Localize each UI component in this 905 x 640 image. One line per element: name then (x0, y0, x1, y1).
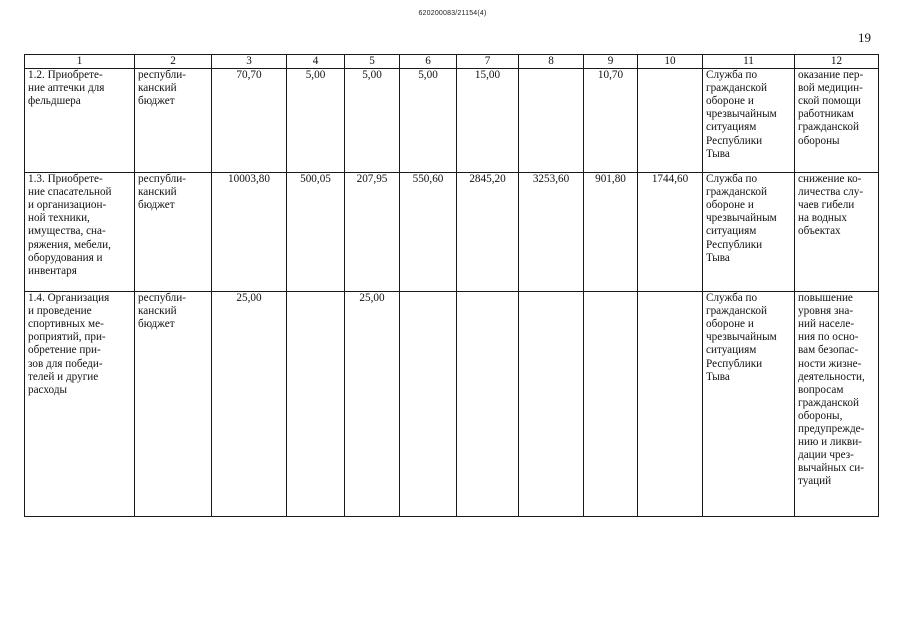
value-cell (287, 292, 345, 517)
value-cell (519, 69, 584, 173)
value-cell (457, 292, 519, 517)
value-cell: 207,95 (345, 173, 400, 292)
value-cell: 1744,60 (638, 173, 703, 292)
value-cell: 500,05 (287, 173, 345, 292)
value-cell: 2845,20 (457, 173, 519, 292)
value-cell (519, 292, 584, 517)
funding-source-cell: республи- канский бюджет (135, 292, 212, 517)
column-header: 5 (345, 55, 400, 69)
column-header: 2 (135, 55, 212, 69)
page-number: 19 (858, 30, 871, 45)
column-number-row (25, 55, 879, 69)
value-cell: 10,70 (584, 69, 638, 173)
program-table (24, 54, 879, 517)
expected-result-cell: повышение уровня зна- ний населе- ния по осно- вам безопас- ности жизне- деятельности, вопросам гражданской обороны, предупрежде- нию и ликви- дации чрез- вычайных си- туаций (795, 292, 879, 517)
value-cell: 25,00 (345, 292, 400, 517)
column-header: 11 (703, 55, 795, 69)
document-id: 620200083/21154(4) (418, 10, 487, 17)
column-header: 10 (638, 55, 703, 69)
column-header: 1 (25, 55, 135, 69)
measure-name-cell: 1.3. Приобрете- ние спасательной и организацион- ной техники, имущества, сна- ряжения, мебели, оборудования и инвентаря (25, 173, 135, 292)
column-header: 4 (287, 55, 345, 69)
column-header: 7 (457, 55, 519, 69)
funding-source-cell: республи- канский бюджет (135, 69, 212, 173)
value-cell: 5,00 (287, 69, 345, 173)
value-cell: 3253,60 (519, 173, 584, 292)
value-cell: 25,00 (212, 292, 287, 517)
value-cell: 550,60 (400, 173, 457, 292)
value-cell (400, 292, 457, 517)
value-cell (638, 69, 703, 173)
value-cell: 15,00 (457, 69, 519, 173)
column-header: 6 (400, 55, 457, 69)
value-cell: 10003,80 (212, 173, 287, 292)
expected-result-cell: снижение ко- личества слу- чаев гибели на водных объектах (795, 173, 879, 292)
column-header: 3 (212, 55, 287, 69)
column-header: 12 (795, 55, 879, 69)
measure-name-cell: 1.2. Приобрете- ние аптечки для фельдшера (25, 69, 135, 173)
column-header: 8 (519, 55, 584, 69)
table-row (25, 292, 879, 517)
table-row (25, 69, 879, 173)
value-cell: 5,00 (400, 69, 457, 173)
value-cell (584, 292, 638, 517)
table-row (25, 173, 879, 292)
executor-cell: Служба по гражданской обороне и чрезвычайным ситуациям Республики Тыва (703, 69, 795, 173)
executor-cell: Служба по гражданской обороне и чрезвычайным ситуациям Республики Тыва (703, 292, 795, 517)
value-cell: 5,00 (345, 69, 400, 173)
value-cell: 70,70 (212, 69, 287, 173)
value-cell: 901,80 (584, 173, 638, 292)
value-cell (638, 292, 703, 517)
column-header: 9 (584, 55, 638, 69)
measure-name-cell: 1.4. Организация и проведение спортивных ме- роприятий, при- обретение при- зов для победи- телей и другие расходы (25, 292, 135, 517)
executor-cell: Служба по гражданской обороне и чрезвычайным ситуациям Республики Тыва (703, 173, 795, 292)
expected-result-cell: оказание пер- вой медицин- ской помощи работникам гражданской обороны (795, 69, 879, 173)
funding-source-cell: республи- канский бюджет (135, 173, 212, 292)
